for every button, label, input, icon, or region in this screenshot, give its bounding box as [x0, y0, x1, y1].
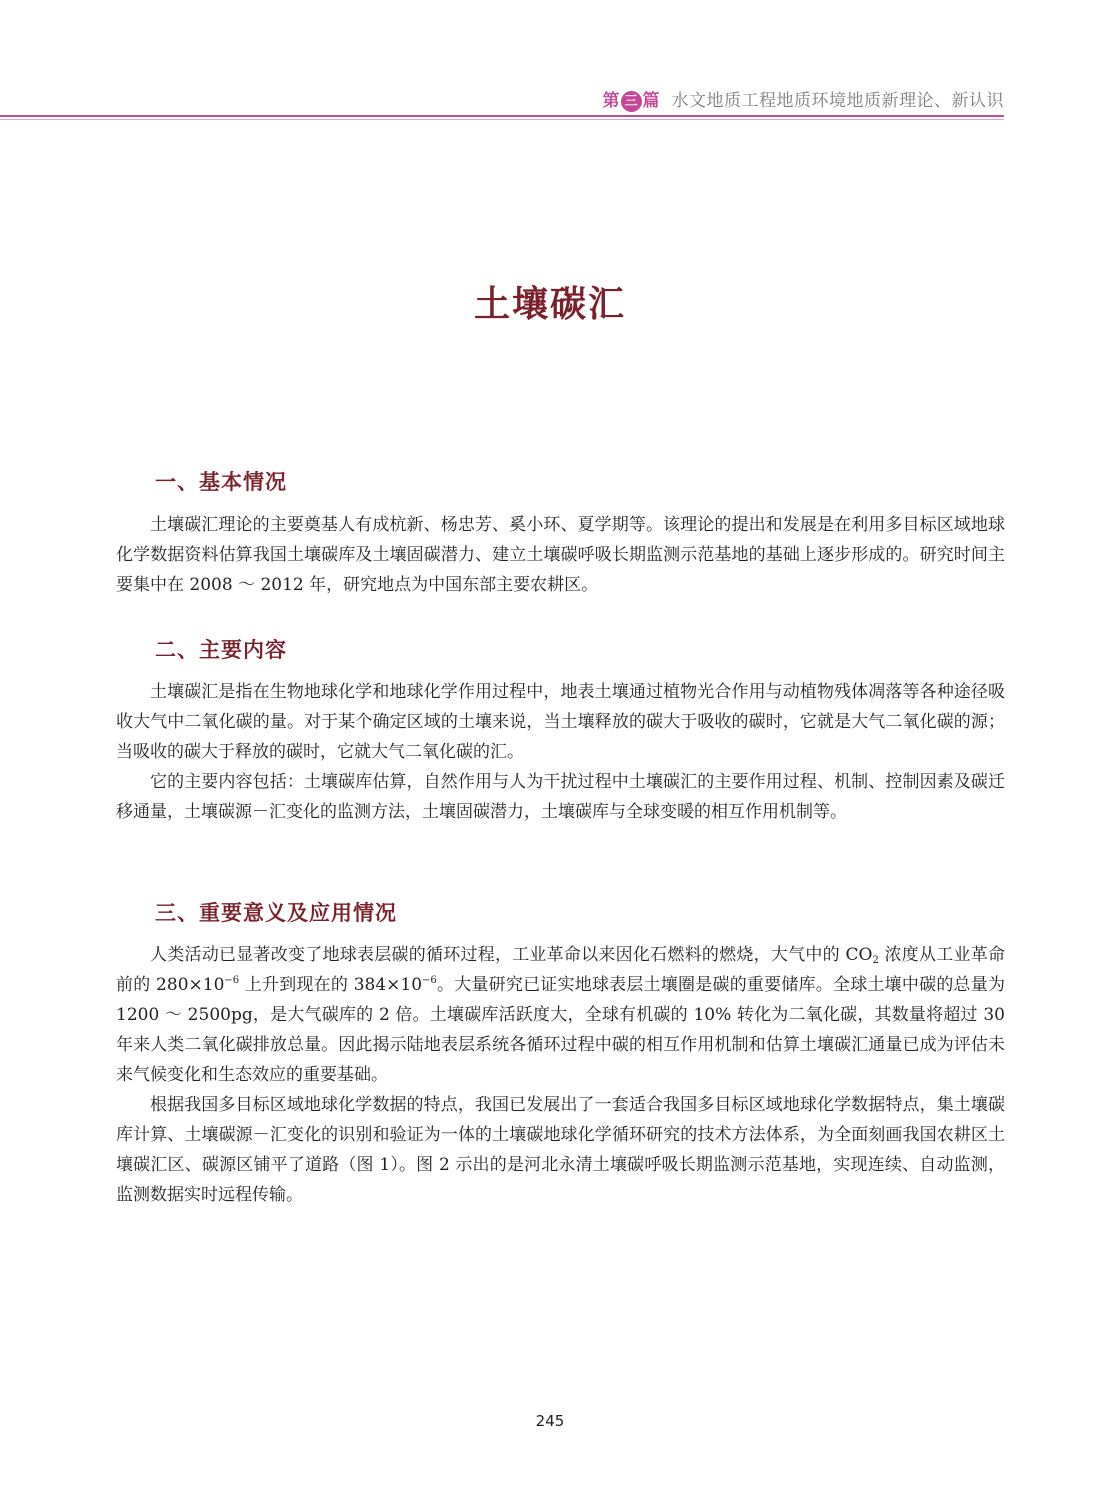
p4-text-1: 人类活动已显著改变了地球表层碳的循环过程，工业革命以来因化石燃料的燃烧，大气中的 CO: [150, 945, 873, 965]
section-title: 水文地质工程地质环境地质新理论、新认识: [671, 91, 1004, 111]
header-rule-thin: [0, 119, 1004, 120]
part-prefix: 第: [602, 91, 620, 111]
header-rule: [0, 115, 1004, 117]
paragraph-4: [116, 940, 1005, 1090]
running-header: [0, 86, 1004, 116]
exponent-1: −6: [224, 975, 240, 986]
section-heading-1: 一、基本情况: [155, 470, 287, 494]
running-header-content: [603, 86, 1005, 113]
paragraph-3: 它的主要内容包括：土壤碳库估算，自然作用与人为干扰过程中土壤碳汇的主要作用过程、机制、控制因素及碳迁移通量，土壤碳源－汇变化的监测方法，土壤固碳潜力，土壤碳库与全球变暖的相互作用机制等。: [116, 772, 1005, 822]
p4-text-4: 。大量研究已证实地球表层土壤圈是碳的重要储库。全球土壤中碳的总量为 1200 ～ 2500pg，是大气碳库的 2 倍。土壤碳库活跃度大，全球有机碳的 10% 转化为二氧化碳，其数量将超过 30 年来人类二氧化碳排放总量。因此揭示陆地表层系统各循环过程中碳的相互作用机制和估算土壤碳汇通量已成为评估未来气候变化和生态效应的重要基础。: [116, 975, 1005, 1085]
page-title: 土壤碳汇: [473, 284, 626, 325]
paragraph-1: 土壤碳汇理论的主要奠基人有成杭新、杨忠芳、奚小环、夏学期等。该理论的提出和发展是在利用多目标区域地球化学数据资料估算我国土壤碳库及土壤固碳潜力、建立土壤碳呼吸长期监测示范基地的基础上逐步形成的。研究时间主要集中在 2008 ～ 2012 年，研究地点为中国东部主要农耕区。: [116, 515, 1005, 595]
co2-subscript: 2: [872, 955, 879, 966]
section-heading-2: 二、主要内容: [155, 638, 287, 662]
paragraph-5: 根据我国多目标区域地球化学数据的特点，我国已发展出了一套适合我国多目标区域地球化学数据特点，集土壤碳库计算、土壤碳源－汇变化的识别和验证为一体的土壤碳地球化学循环研究的技术方法体系，为全面刻画我国农耕区土壤碳汇区、碳源区铺平了道路（图 1）。图 2 示出的是河北永清土壤碳呼吸长期监测示范基地，实现连续、自动监测，监测数据实时远程传输。: [116, 1095, 1005, 1205]
exponent-2: −6: [422, 975, 437, 986]
p4-text-2: 浓度从工业革命前的 280×10: [116, 945, 1005, 995]
paragraph-2: 土壤碳汇是指在生物地球化学和地球化学作用过程中，地表土壤通过植物光合作用与动植物残体凋落等各种途径吸收大气中二氧化碳的量。对于某个确定区域的土壤来说，当土壤释放的碳大于吸收的碳时，它就是大气二氧化碳的源；当吸收的碳大于释放的碳时，它就大气二氧化碳的汇。: [116, 682, 1005, 762]
p4-text-3: 上升到现在的 384×10: [239, 975, 423, 995]
section-heading-3: 三、重要意义及应用情况: [155, 901, 397, 925]
part-number-badge: 三: [621, 91, 642, 112]
part-suffix: 篇: [642, 91, 660, 111]
page-number: 245: [535, 1412, 565, 1430]
